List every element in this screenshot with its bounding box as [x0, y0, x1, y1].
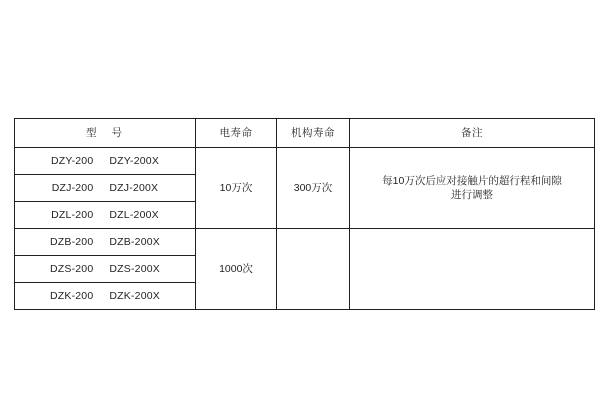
- model-code-primary: DZB-200: [49, 235, 94, 248]
- model-code-secondary: DZB-200X: [109, 235, 161, 248]
- model-code-secondary: DZS-200X: [109, 262, 161, 275]
- remark-cell: [350, 229, 595, 310]
- model-code-secondary: DZL-200X: [109, 208, 159, 221]
- table-row: [15, 229, 595, 256]
- electrical-life-cell: 10万次: [196, 148, 277, 229]
- column-header-electrical-life: 电寿命: [196, 119, 277, 148]
- column-header-mechanical-life: 机构寿命: [277, 119, 350, 148]
- mechanical-life-cell: 300万次: [277, 148, 350, 229]
- model-code-secondary: DZK-200X: [109, 289, 161, 302]
- model-cell: [15, 283, 196, 310]
- remark-line-1: 每10万次后应对接触片的超行程和间隙: [382, 174, 562, 187]
- model-code-primary: DZJ-200: [51, 181, 94, 194]
- column-header-model: 型 号: [15, 119, 196, 148]
- remark-line-2: 进行调整: [451, 189, 493, 201]
- electrical-life-cell: 1000次: [196, 229, 277, 310]
- model-cell: [15, 202, 196, 229]
- mechanical-life-cell: [277, 229, 350, 310]
- remark-cell: [350, 148, 595, 229]
- model-cell: [15, 256, 196, 283]
- model-cell: [15, 148, 196, 175]
- model-cell: [15, 229, 196, 256]
- model-code-secondary: DZJ-200X: [109, 181, 159, 194]
- model-code-primary: DZY-200: [50, 154, 94, 167]
- model-code-primary: DZL-200: [51, 208, 94, 221]
- model-code-primary: DZK-200: [49, 289, 94, 302]
- model-cell: [15, 175, 196, 202]
- model-code-primary: DZS-200: [49, 262, 94, 275]
- specification-table: [14, 118, 595, 310]
- column-header-remark: 备注: [350, 119, 595, 148]
- table-header-row: [15, 119, 595, 148]
- table-row: [15, 148, 595, 175]
- model-code-secondary: DZY-200X: [109, 154, 160, 167]
